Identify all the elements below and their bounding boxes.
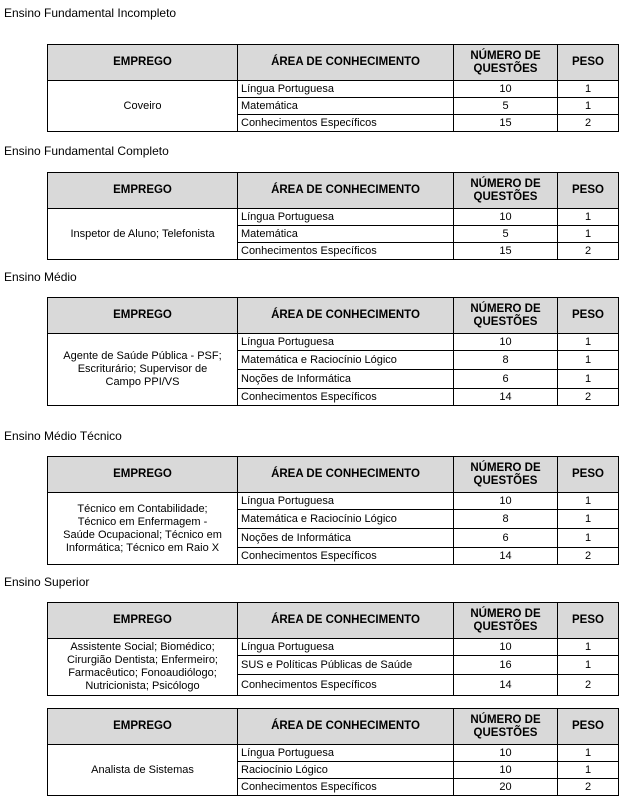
header-emprego: EMPREGO xyxy=(48,709,238,745)
area-cell: Conhecimentos Específicos xyxy=(238,779,454,796)
area-cell: Matemática xyxy=(238,98,454,115)
questoes-cell: 10 xyxy=(454,762,558,779)
header-area: ÁREA DE CONHECIMENTO xyxy=(238,457,454,493)
area-cell: Língua Portuguesa xyxy=(238,209,454,226)
header-numero-questoes xyxy=(454,457,558,493)
section-title: Ensino Superior xyxy=(4,575,90,589)
questoes-cell: 10 xyxy=(454,81,558,98)
subjects-table xyxy=(47,456,619,565)
questoes-cell: 5 xyxy=(454,226,558,243)
area-cell: Raciocínio Lógico xyxy=(238,762,454,779)
questoes-cell: 8 xyxy=(454,510,558,529)
peso-cell: 1 xyxy=(558,762,619,779)
header-peso: PESO xyxy=(558,457,619,493)
area-cell: Conhecimentos Específicos xyxy=(238,389,454,406)
area-cell: SUS e Políticas Públicas de Saúde xyxy=(238,656,454,675)
section-title: Ensino Médio Técnico xyxy=(4,429,122,443)
emprego-line: Saúde Ocupacional; Técnico em xyxy=(63,528,222,541)
questoes-cell: 5 xyxy=(454,98,558,115)
table-row xyxy=(48,81,619,98)
emprego-line: Farmacêutico; Fonoaudiólogo; xyxy=(68,667,217,679)
area-cell: Conhecimentos Específicos xyxy=(238,675,454,696)
peso-cell: 1 xyxy=(558,745,619,762)
peso-cell: 1 xyxy=(558,334,619,351)
header-emprego: EMPREGO xyxy=(48,173,238,209)
emprego-line: Informática; Técnico em Raio X xyxy=(65,541,220,554)
section-title: Ensino Médio xyxy=(4,270,77,284)
section-title: Ensino Fundamental Completo xyxy=(4,144,169,158)
emprego-line: Inspetor de Aluno; Telefonista xyxy=(70,227,215,240)
emprego-line: Nutricionista; Psicólogo xyxy=(85,680,200,692)
header-emprego: EMPREGO xyxy=(48,298,238,334)
header-area: ÁREA DE CONHECIMENTO xyxy=(238,173,454,209)
header-questoes-line: QUESTÕES xyxy=(473,62,538,75)
table-row xyxy=(48,334,619,351)
table-row xyxy=(48,745,619,762)
header-emprego: EMPREGO xyxy=(48,45,238,81)
questoes-cell: 20 xyxy=(454,779,558,796)
header-numero-line: NÚMERO DE xyxy=(470,177,541,190)
header-numero-questoes xyxy=(454,45,558,81)
questoes-cell: 14 xyxy=(454,675,558,696)
emprego-line: Técnico em Contabilidade; xyxy=(77,502,208,515)
header-numero-line: NÚMERO DE xyxy=(470,302,541,315)
peso-cell: 2 xyxy=(558,389,619,406)
section-title: Ensino Fundamental Incompleto xyxy=(4,6,177,20)
header-area: ÁREA DE CONHECIMENTO xyxy=(238,45,454,81)
peso-cell: 2 xyxy=(558,115,619,132)
subjects-table xyxy=(47,44,619,132)
emprego-line: Técnico em Enfermagem - xyxy=(77,515,208,528)
questoes-cell: 6 xyxy=(454,370,558,389)
header-row xyxy=(48,298,619,334)
emprego-line: Campo PPI/VS xyxy=(105,376,180,388)
header-peso: PESO xyxy=(558,298,619,334)
peso-cell: 1 xyxy=(558,493,619,510)
peso-cell: 1 xyxy=(558,639,619,656)
questoes-cell: 10 xyxy=(454,209,558,226)
peso-cell: 2 xyxy=(558,548,619,565)
peso-cell: 1 xyxy=(558,98,619,115)
header-peso: PESO xyxy=(558,709,619,745)
questoes-cell: 10 xyxy=(454,334,558,351)
header-numero-questoes xyxy=(454,173,558,209)
header-peso: PESO xyxy=(558,45,619,81)
emprego-line: Assistente Social; Biomédico; xyxy=(70,641,215,653)
header-row xyxy=(48,457,619,493)
header-area: ÁREA DE CONHECIMENTO xyxy=(238,709,454,745)
area-cell: Matemática e Raciocínio Lógico xyxy=(238,510,454,529)
peso-cell: 2 xyxy=(558,675,619,696)
header-area: ÁREA DE CONHECIMENTO xyxy=(238,603,454,639)
emprego-cell xyxy=(48,81,238,132)
area-cell: Noções de Informática xyxy=(238,529,454,548)
questoes-cell: 14 xyxy=(454,548,558,565)
header-numero-line: NÚMERO DE xyxy=(470,607,541,620)
header-questoes-line: QUESTÕES xyxy=(473,620,538,633)
emprego-cell xyxy=(48,639,238,696)
table-row xyxy=(48,639,619,656)
header-area: ÁREA DE CONHECIMENTO xyxy=(238,298,454,334)
questoes-cell: 14 xyxy=(454,389,558,406)
area-cell: Conhecimentos Específicos xyxy=(238,243,454,260)
header-numero-questoes xyxy=(454,603,558,639)
questoes-cell: 10 xyxy=(454,745,558,762)
emprego-cell xyxy=(48,493,238,565)
header-row xyxy=(48,709,619,745)
table-row xyxy=(48,209,619,226)
peso-cell: 1 xyxy=(558,370,619,389)
area-cell: Língua Portuguesa xyxy=(238,639,454,656)
area-cell: Conhecimentos Específicos xyxy=(238,115,454,132)
peso-cell: 1 xyxy=(558,226,619,243)
area-cell: Noções de Informática xyxy=(238,370,454,389)
header-numero-line: NÚMERO DE xyxy=(470,461,541,474)
peso-cell: 2 xyxy=(558,243,619,260)
area-cell: Língua Portuguesa xyxy=(238,334,454,351)
peso-cell: 1 xyxy=(558,81,619,98)
peso-cell: 1 xyxy=(558,510,619,529)
area-cell: Língua Portuguesa xyxy=(238,745,454,762)
peso-cell: 1 xyxy=(558,529,619,548)
area-cell: Língua Portuguesa xyxy=(238,493,454,510)
header-questoes-line: QUESTÕES xyxy=(473,726,538,739)
peso-cell: 1 xyxy=(558,209,619,226)
area-cell: Conhecimentos Específicos xyxy=(238,548,454,565)
emprego-cell xyxy=(48,334,238,406)
table-row xyxy=(48,493,619,510)
questoes-cell: 8 xyxy=(454,351,558,370)
area-cell: Matemática e Raciocínio Lógico xyxy=(238,351,454,370)
emprego-line: Agente de Saúde Pública - PSF; xyxy=(63,350,222,362)
area-cell: Matemática xyxy=(238,226,454,243)
header-row xyxy=(48,603,619,639)
questoes-cell: 16 xyxy=(454,656,558,675)
questoes-cell: 15 xyxy=(454,243,558,260)
questoes-cell: 15 xyxy=(454,115,558,132)
header-row xyxy=(48,45,619,81)
header-numero-line: NÚMERO DE xyxy=(470,49,541,62)
emprego-cell xyxy=(48,209,238,260)
peso-cell: 1 xyxy=(558,351,619,370)
header-emprego: EMPREGO xyxy=(48,603,238,639)
header-numero-line: NÚMERO DE xyxy=(470,713,541,726)
emprego-cell xyxy=(48,745,238,796)
header-row xyxy=(48,173,619,209)
emprego-line: Coveiro xyxy=(123,99,162,112)
subjects-table xyxy=(47,172,619,260)
emprego-line: Cirurgião Dentista; Enfermeiro; xyxy=(66,654,218,666)
questoes-cell: 10 xyxy=(454,493,558,510)
header-numero-questoes xyxy=(454,298,558,334)
peso-cell: 2 xyxy=(558,779,619,796)
subjects-table xyxy=(47,708,619,796)
header-questoes-line: QUESTÕES xyxy=(473,474,538,487)
questoes-cell: 10 xyxy=(454,639,558,656)
peso-cell: 1 xyxy=(558,656,619,675)
header-questoes-line: QUESTÕES xyxy=(473,190,538,203)
subjects-table xyxy=(47,602,619,696)
subjects-table xyxy=(47,297,619,406)
header-peso: PESO xyxy=(558,603,619,639)
emprego-line: Escriturário; Supervisor de xyxy=(77,363,208,375)
emprego-line: Analista de Sistemas xyxy=(91,763,194,776)
header-numero-questoes xyxy=(454,709,558,745)
area-cell: Língua Portuguesa xyxy=(238,81,454,98)
header-questoes-line: QUESTÕES xyxy=(473,315,538,328)
questoes-cell: 6 xyxy=(454,529,558,548)
header-peso: PESO xyxy=(558,173,619,209)
header-emprego: EMPREGO xyxy=(48,457,238,493)
